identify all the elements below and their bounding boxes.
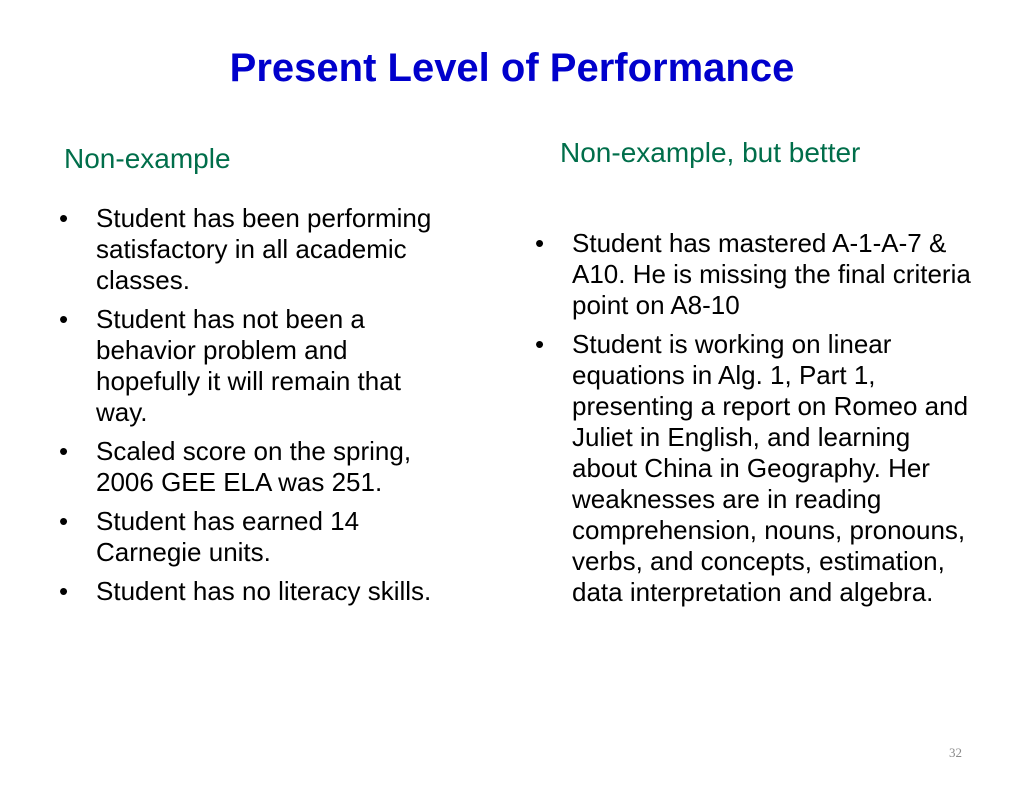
page-number: 32 xyxy=(949,745,962,760)
list-item: • Student has mastered A-1-A-7 & A10. He is missing the final criteria point on A8-10 xyxy=(535,228,975,321)
list-item: • Student has no literacy skills. xyxy=(59,576,439,607)
right-column-heading: Non-example, but better xyxy=(560,137,861,168)
right-bullet-list xyxy=(535,228,975,616)
list-item: • Scaled score on the spring, 2006 GEE ELA was 251. xyxy=(59,436,439,498)
left-bullet-list xyxy=(59,203,439,615)
list-item: • Student has earned 14 Carnegie units. xyxy=(59,506,439,568)
left-column-heading: Non-example xyxy=(64,143,231,174)
list-item: • Student has been performing satisfactory in all academic classes. xyxy=(59,203,439,296)
slide-title: Present Level of Performance xyxy=(229,46,795,90)
list-item: • Student has not been a behavior problem and hopefully it will remain that way. xyxy=(59,304,439,428)
list-item: • Student is working on linear equations in Alg. 1, Part 1, presenting a report on Romeo and Juliet in English, and learning about China in Geography. Her weaknesses are in reading comprehension, nouns, pronouns, verbs, and concepts, estimation, data interpretation and algebra. xyxy=(535,329,975,608)
